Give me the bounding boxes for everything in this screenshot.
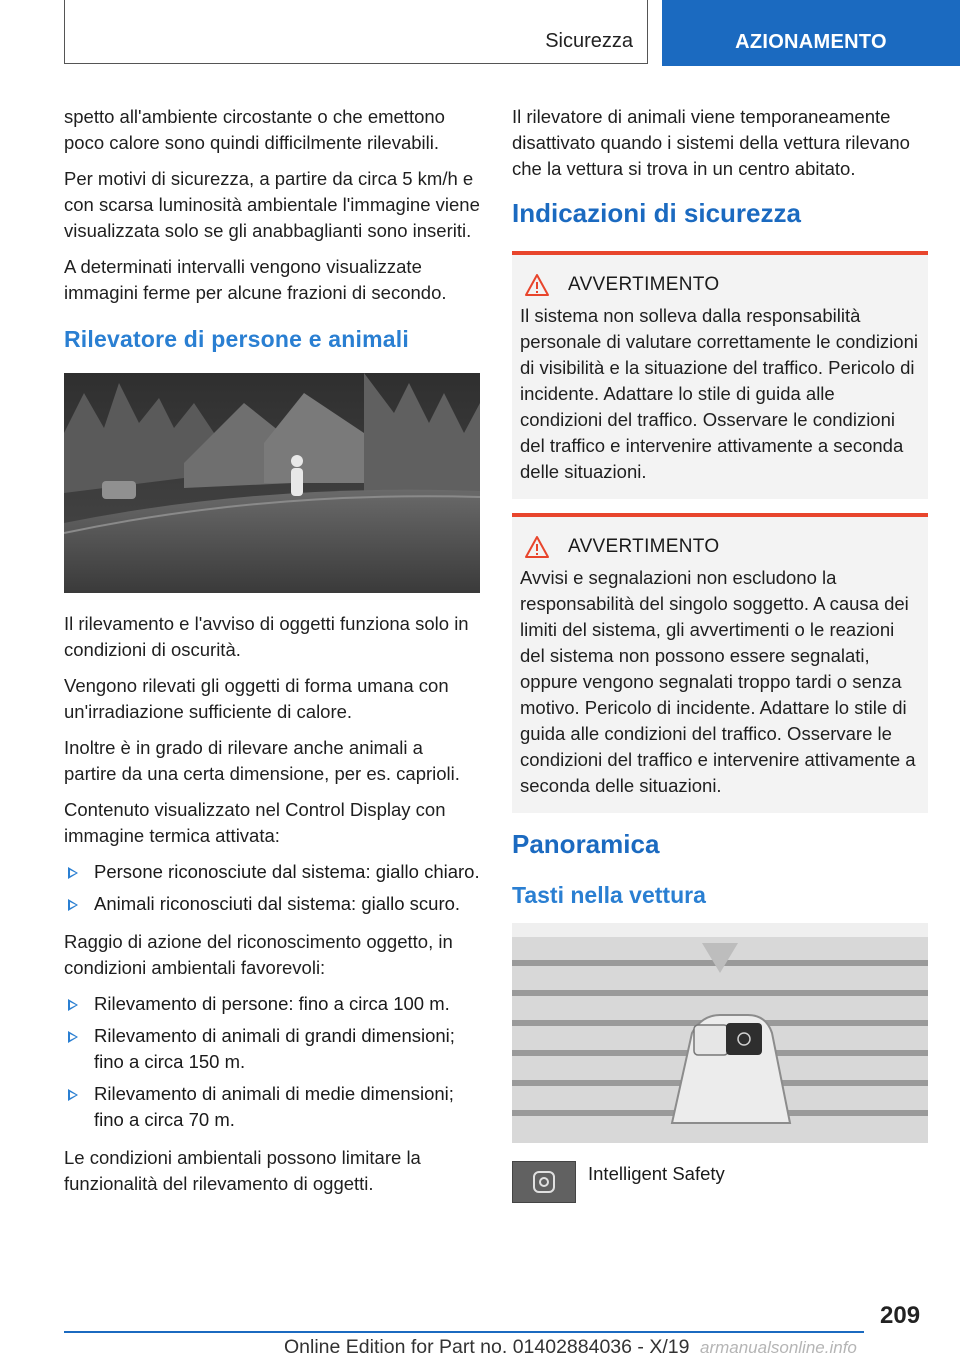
triangle-bullet-icon bbox=[68, 1089, 78, 1101]
paragraph: Contenuto visualizzato nel Control Display con immagine termica attivata: bbox=[64, 799, 446, 846]
triangle-bullet-icon bbox=[68, 999, 78, 1011]
warning-text: Avvisi e segnalazioni non escludono la responsabilità del singolo soggetto. A causa dei limiti del sistema, gli avvertimenti o le reazioni del sistema non possono essere segnalati, oppure vengono segnalati troppo tardi o senza motivo. Pericolo di incidente. Adattare lo stile di guida alle condizioni del traffico. Osservare le condizioni del traffico e intervenire attivamente a seconda delle situazioni. bbox=[520, 567, 916, 796]
watermark: armanualsonline.info bbox=[700, 1338, 857, 1357]
footer-divider bbox=[64, 1331, 864, 1333]
chapter-tab-label: AZIONAMENTO bbox=[735, 31, 887, 53]
paragraph: Raggio di azione del riconoscimento oggetto, in condizioni ambientali favorevoli: bbox=[64, 931, 453, 978]
right-column bbox=[512, 104, 928, 1203]
triangle-bullet-icon bbox=[68, 899, 78, 911]
button-legend bbox=[512, 1161, 928, 1203]
left-column bbox=[64, 104, 480, 1207]
heading-overview: Panoramica bbox=[512, 829, 660, 859]
button-label: Intelligent Safety bbox=[588, 1163, 725, 1184]
paragraph: Inoltre è in grado di rilevare anche animali a partire da una certa dimensione, per es. caprioli. bbox=[64, 737, 460, 784]
warning-triangle-icon bbox=[524, 535, 550, 559]
warning-box bbox=[512, 251, 928, 499]
paragraph: A determinati intervalli vengono visualizzate immagini ferme per alcune frazioni di secondo. bbox=[64, 256, 447, 303]
list-item: Rilevamento di animali di grandi dimensioni; fino a circa 150 m. bbox=[64, 1023, 480, 1075]
warning-title: AVVERTIMENTO bbox=[568, 274, 720, 295]
intelligent-safety-icon bbox=[531, 1169, 557, 1195]
triangle-bullet-icon bbox=[68, 867, 78, 879]
triangle-bullet-icon bbox=[68, 1031, 78, 1043]
warning-box bbox=[512, 513, 928, 813]
paragraph: spetto all'ambiente circostante o che emettono poco calore sono quindi difficilmente rilevabili. bbox=[64, 106, 445, 153]
paragraph: Il rilevatore di animali viene temporaneamente disattivato quando i sistemi della vettura rilevano che la vettura si trova in un centro abitato. bbox=[512, 106, 910, 179]
display-content-list bbox=[64, 859, 480, 917]
list-item: Rilevamento di animali di medie dimensioni; fino a circa 70 m. bbox=[64, 1081, 480, 1133]
heading-buttons: Tasti nella vettura bbox=[512, 882, 706, 908]
thermal-night-image bbox=[64, 373, 480, 593]
warning-text: Il sistema non solleva dalla responsabilità personale di valutare correttamente le condizioni di visibilità e la situazione del traffico. Pericolo di incidente. Adattare lo stile di guida alle condizioni del traffico. Osservare le condizioni del traffico e intervenire attivamente a seconda delle situazioni. bbox=[520, 305, 918, 482]
range-list bbox=[64, 991, 480, 1133]
header-frame bbox=[64, 0, 648, 64]
paragraph: Le condizioni ambientali possono limitare la funzionalità del rilevamento di oggetti. bbox=[64, 1147, 421, 1194]
edition-text: Online Edition for Part no. 01402884036 - X/19 bbox=[284, 1336, 690, 1358]
list-item: Animali riconosciuti dal sistema: giallo scuro. bbox=[64, 891, 480, 917]
list-item: Persone riconosciute dal sistema: giallo chiaro. bbox=[64, 859, 480, 885]
intelligent-safety-button[interactable] bbox=[512, 1161, 576, 1203]
paragraph: Per motivi di sicurezza, a partire da circa 5 km/h e con scarsa luminosità ambientale l'immagine viene visualizzata solo se gli anabbaglianti sono inseriti. bbox=[64, 168, 480, 241]
vehicle-button-image bbox=[512, 923, 928, 1143]
heading-detector: Rilevatore di persone e animali bbox=[64, 326, 409, 352]
heading-safety: Indicazioni di sicurezza bbox=[512, 198, 801, 228]
page-number: 209 bbox=[880, 1302, 921, 1329]
section-title: Sicurezza bbox=[545, 30, 633, 52]
warning-title: AVVERTIMENTO bbox=[568, 536, 720, 557]
chapter-tab[interactable] bbox=[662, 0, 960, 66]
warning-triangle-icon bbox=[524, 273, 550, 297]
list-item: Rilevamento di persone: fino a circa 100 m. bbox=[64, 991, 480, 1017]
paragraph: Vengono rilevati gli oggetti di forma umana con un'irradiazione sufficiente di calore. bbox=[64, 675, 449, 722]
paragraph: Il rilevamento e l'avviso di oggetti funziona solo in condizioni di oscurità. bbox=[64, 613, 469, 660]
